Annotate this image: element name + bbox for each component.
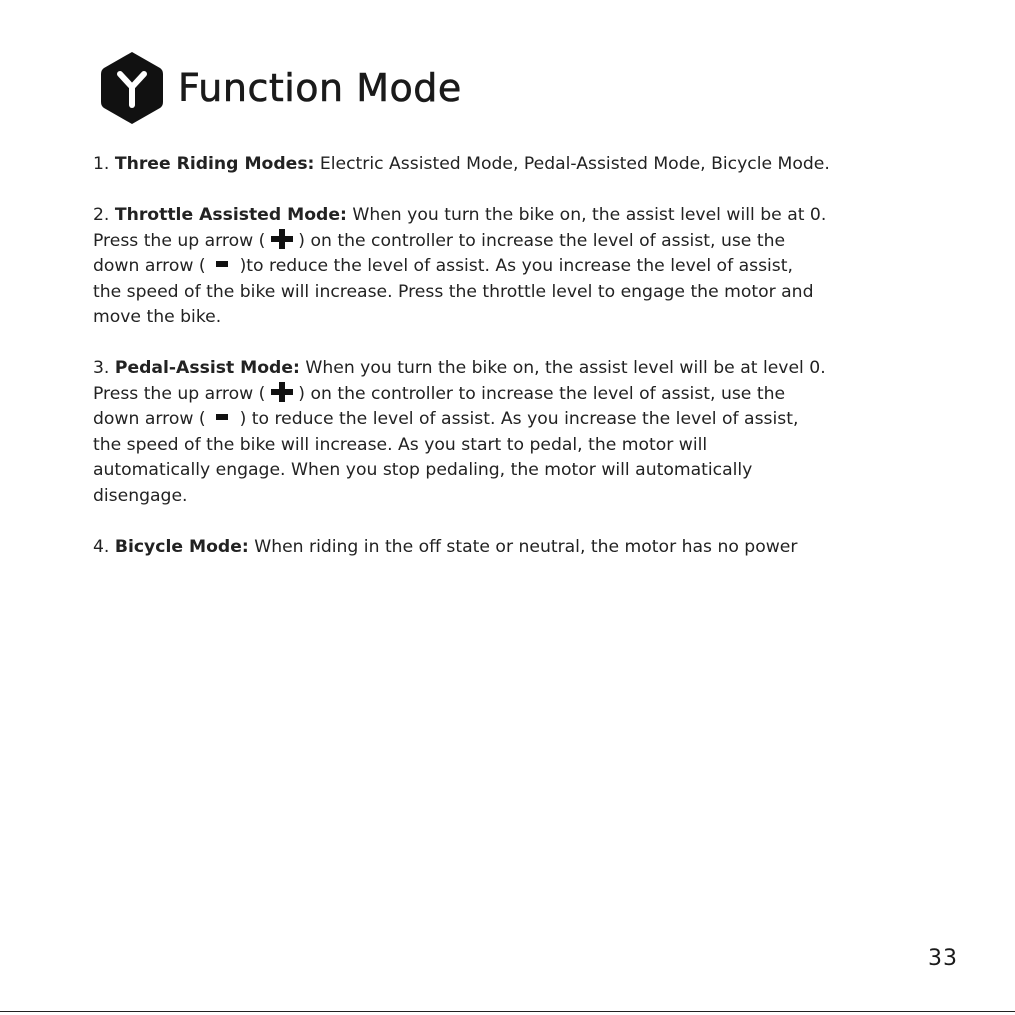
page-header xyxy=(100,50,462,126)
text-line xyxy=(93,229,913,255)
text-line xyxy=(93,356,913,382)
line-text: When riding in the off state or neutral, the motor has no power xyxy=(248,536,798,557)
line-text: Electric Assisted Mode, Pedal-Assisted Mode, Bicycle Mode. xyxy=(314,154,830,174)
line-post: ) to reduce the level of assist. As you increase the level of assist, xyxy=(239,409,799,429)
line-pre: Press the up arrow ( xyxy=(93,230,271,251)
text-line xyxy=(93,203,913,229)
line-text: the speed of the bike will increase. As you start to pedal, the motor will xyxy=(93,434,708,455)
text-line xyxy=(93,305,913,331)
page-number: 33 xyxy=(928,946,958,971)
line-pre: down arrow ( xyxy=(93,256,206,276)
line-post: ) on the controller to increase the level of assist, use the xyxy=(292,383,786,404)
plus-icon xyxy=(271,229,293,249)
paragraph-1 xyxy=(93,152,913,178)
text-line xyxy=(93,535,913,561)
line-text: automatically engage. When you stop pedaling, the motor will automatically xyxy=(93,460,753,480)
line-bold: Throttle Assisted Mode: xyxy=(114,205,347,225)
minus-icon xyxy=(216,261,228,267)
page-title: Function Mode xyxy=(178,66,462,110)
text-line xyxy=(93,382,913,408)
line-text: disengage. xyxy=(93,485,188,506)
bottom-rule xyxy=(0,1011,1015,1012)
line-post: )to reduce the level of assist. As you increase the level of assist, xyxy=(239,256,793,276)
line-bold: Pedal-Assist Mode: xyxy=(114,358,300,378)
line-num: 4. xyxy=(93,536,115,557)
minus-icon xyxy=(216,414,228,420)
line-text: the speed of the bike will increase. Press the throttle level to engage the motor and xyxy=(93,281,814,302)
text-line xyxy=(93,484,913,510)
line-text: When you turn the bike on, the assist level will be at 0. xyxy=(346,205,827,225)
hexagon-y-logo-icon xyxy=(100,50,164,126)
text-line xyxy=(93,458,913,484)
line-pre: down arrow ( xyxy=(93,409,206,429)
line-bold: Three Riding Modes: xyxy=(114,154,315,174)
line-num: 1. xyxy=(93,154,115,174)
text-line xyxy=(93,254,913,280)
line-bold: Bicycle Mode: xyxy=(114,536,249,557)
paragraph-3 xyxy=(93,356,913,509)
paragraph-2 xyxy=(93,203,913,331)
plus-icon xyxy=(271,382,293,402)
line-text: When you turn the bike on, the assist level will be at level 0. xyxy=(299,358,826,378)
document-body xyxy=(93,152,913,586)
line-pre: Press the up arrow ( xyxy=(93,383,271,404)
paragraph-4 xyxy=(93,535,913,561)
text-line xyxy=(93,407,913,433)
text-line xyxy=(93,152,913,178)
text-line xyxy=(93,280,913,306)
line-num: 2. xyxy=(93,205,115,225)
line-num: 3. xyxy=(93,358,115,378)
line-post: ) on the controller to increase the level of assist, use the xyxy=(292,230,786,251)
text-line xyxy=(93,433,913,459)
line-text: move the bike. xyxy=(93,307,222,327)
